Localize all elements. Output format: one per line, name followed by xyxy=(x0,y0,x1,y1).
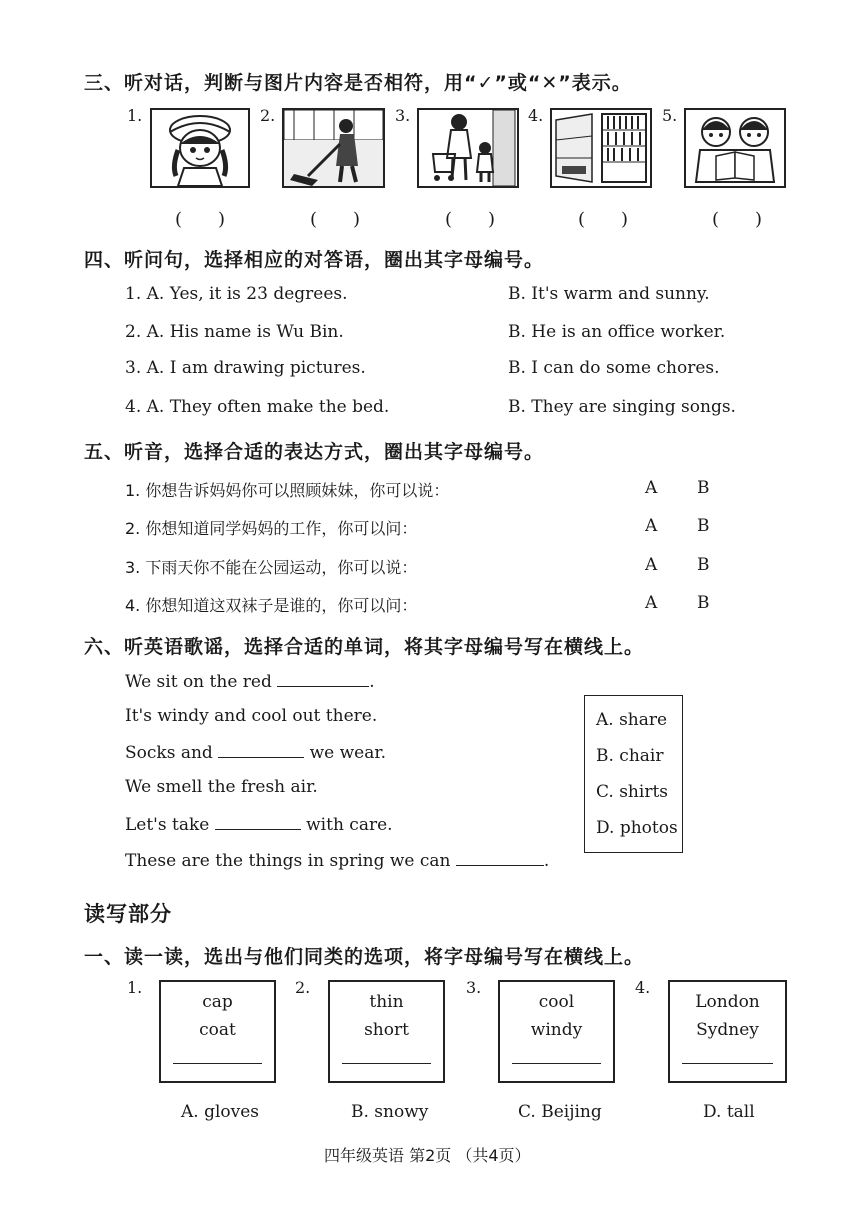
song-line: We smell the fresh air. xyxy=(125,777,318,797)
word-group-box xyxy=(668,980,787,1083)
song-text: . xyxy=(369,672,375,692)
song-line xyxy=(125,813,393,835)
answer-line[interactable] xyxy=(512,1063,601,1064)
word-option: D. photos xyxy=(596,818,678,838)
word-group-box xyxy=(498,980,615,1083)
item-number: 5. xyxy=(662,106,678,125)
section-3-title: 三、听对话，判断与图片内容是否相符，用“✓”或“✕”表示。 xyxy=(84,72,632,94)
choice-a[interactable]: A xyxy=(645,516,658,536)
word: Sydney xyxy=(696,1020,759,1040)
street-sweeper-icon xyxy=(282,108,385,188)
answer-parentheses[interactable]: ( ) xyxy=(175,209,226,230)
choice-b[interactable]: B xyxy=(697,593,710,613)
item-number: 2. xyxy=(260,106,276,125)
option-a[interactable]: 1. A. Yes, it is 23 degrees. xyxy=(125,284,348,304)
word-option: A. share xyxy=(596,710,668,730)
word: short xyxy=(364,1020,409,1040)
song-text: we wear. xyxy=(304,743,387,763)
choice-option: B. snowy xyxy=(351,1102,429,1122)
option-b[interactable]: B. He is an office worker. xyxy=(508,322,726,342)
word: cap xyxy=(202,992,233,1012)
choice-b[interactable]: B xyxy=(697,478,710,498)
answer-parentheses[interactable]: ( ) xyxy=(310,209,361,230)
boys-reading-icon xyxy=(684,108,786,188)
rw-section-1-title: 一、读一读，选出与他们同类的选项，将字母编号写在横线上。 xyxy=(84,946,645,968)
word: cool xyxy=(538,992,575,1012)
song-line xyxy=(125,849,549,871)
song-text: . xyxy=(543,851,550,871)
choice-a[interactable]: A xyxy=(645,593,658,613)
option-a[interactable]: 3. A. I am drawing pictures. xyxy=(125,358,366,378)
word: thin xyxy=(369,992,404,1012)
word: London xyxy=(695,992,760,1012)
question-text: 4. 你想知道这双袜子是谁的，你可以问： xyxy=(125,596,418,615)
choice-a[interactable]: A xyxy=(645,478,658,498)
item-number: 2. xyxy=(295,978,311,997)
item-number: 4. xyxy=(528,106,544,125)
choice-b[interactable]: B xyxy=(697,555,710,575)
answer-line[interactable] xyxy=(342,1063,431,1064)
item-number: 1. xyxy=(127,978,143,997)
choice-a[interactable]: A xyxy=(645,555,658,575)
question-text: 3. 下雨天你不能在公园运动，你可以说： xyxy=(125,558,418,577)
song-line xyxy=(125,670,375,692)
answer-parentheses[interactable]: ( ) xyxy=(712,209,763,230)
answer-blank[interactable] xyxy=(456,849,544,866)
choice-b[interactable]: B xyxy=(697,516,710,536)
option-b[interactable]: B. They are singing songs. xyxy=(508,397,736,417)
word: windy xyxy=(530,1020,583,1040)
section-6-title: 六、听英语歌谣，选择合适的单词，将其字母编号写在横线上。 xyxy=(84,636,645,658)
word-option: B. chair xyxy=(596,746,664,766)
option-a[interactable]: 4. A. They often make the bed. xyxy=(125,397,390,417)
item-number: 4. xyxy=(635,978,651,997)
item-number: 3. xyxy=(466,978,482,997)
word-option: C. shirts xyxy=(596,782,669,802)
section-4-title: 四、听问句，选择相应的对答语，圈出其字母编号。 xyxy=(84,249,545,271)
page-footer: 四年级英语 第2页 （共4页） xyxy=(324,1146,531,1165)
word: coat xyxy=(199,1020,236,1040)
item-number: 1. xyxy=(127,106,143,125)
girl-portrait-icon xyxy=(150,108,250,188)
answer-blank[interactable] xyxy=(218,741,304,758)
song-text: Let's take xyxy=(125,815,215,835)
library-shelves-icon xyxy=(550,108,652,188)
song-text: with care. xyxy=(300,815,393,835)
item-number: 3. xyxy=(395,106,411,125)
word-group-box xyxy=(159,980,276,1083)
choice-option: D. tall xyxy=(703,1102,755,1122)
answer-blank[interactable] xyxy=(215,813,301,830)
answer-line[interactable] xyxy=(682,1063,773,1064)
section-5-title: 五、听音，选择合适的表达方式，圈出其字母编号。 xyxy=(84,441,545,463)
song-text: We sit on the red xyxy=(125,672,278,692)
choice-option: A. gloves xyxy=(181,1102,260,1122)
song-text: Socks and xyxy=(125,743,219,763)
song-line: It's windy and cool out there. xyxy=(125,706,378,726)
option-a[interactable]: 2. A. His name is Wu Bin. xyxy=(125,322,344,342)
song-text: These are the things in spring we can xyxy=(125,851,456,871)
question-text: 1. 你想告诉妈妈你可以照顾妹妹，你可以说： xyxy=(125,481,450,500)
shopping-family-icon xyxy=(417,108,519,188)
choice-option: C. Beijing xyxy=(518,1102,602,1122)
song-line xyxy=(125,741,386,763)
answer-parentheses[interactable]: ( ) xyxy=(578,209,629,230)
answer-parentheses[interactable]: ( ) xyxy=(445,209,496,230)
reading-writing-heading: 读写部分 xyxy=(84,902,172,926)
word-group-box xyxy=(328,980,445,1083)
option-b[interactable]: B. I can do some chores. xyxy=(508,358,720,378)
answer-blank[interactable] xyxy=(277,670,369,687)
question-text: 2. 你想知道同学妈妈的工作，你可以问： xyxy=(125,519,418,538)
option-b[interactable]: B. It's warm and sunny. xyxy=(508,284,710,304)
answer-line[interactable] xyxy=(173,1063,262,1064)
word-options-box xyxy=(584,695,683,853)
